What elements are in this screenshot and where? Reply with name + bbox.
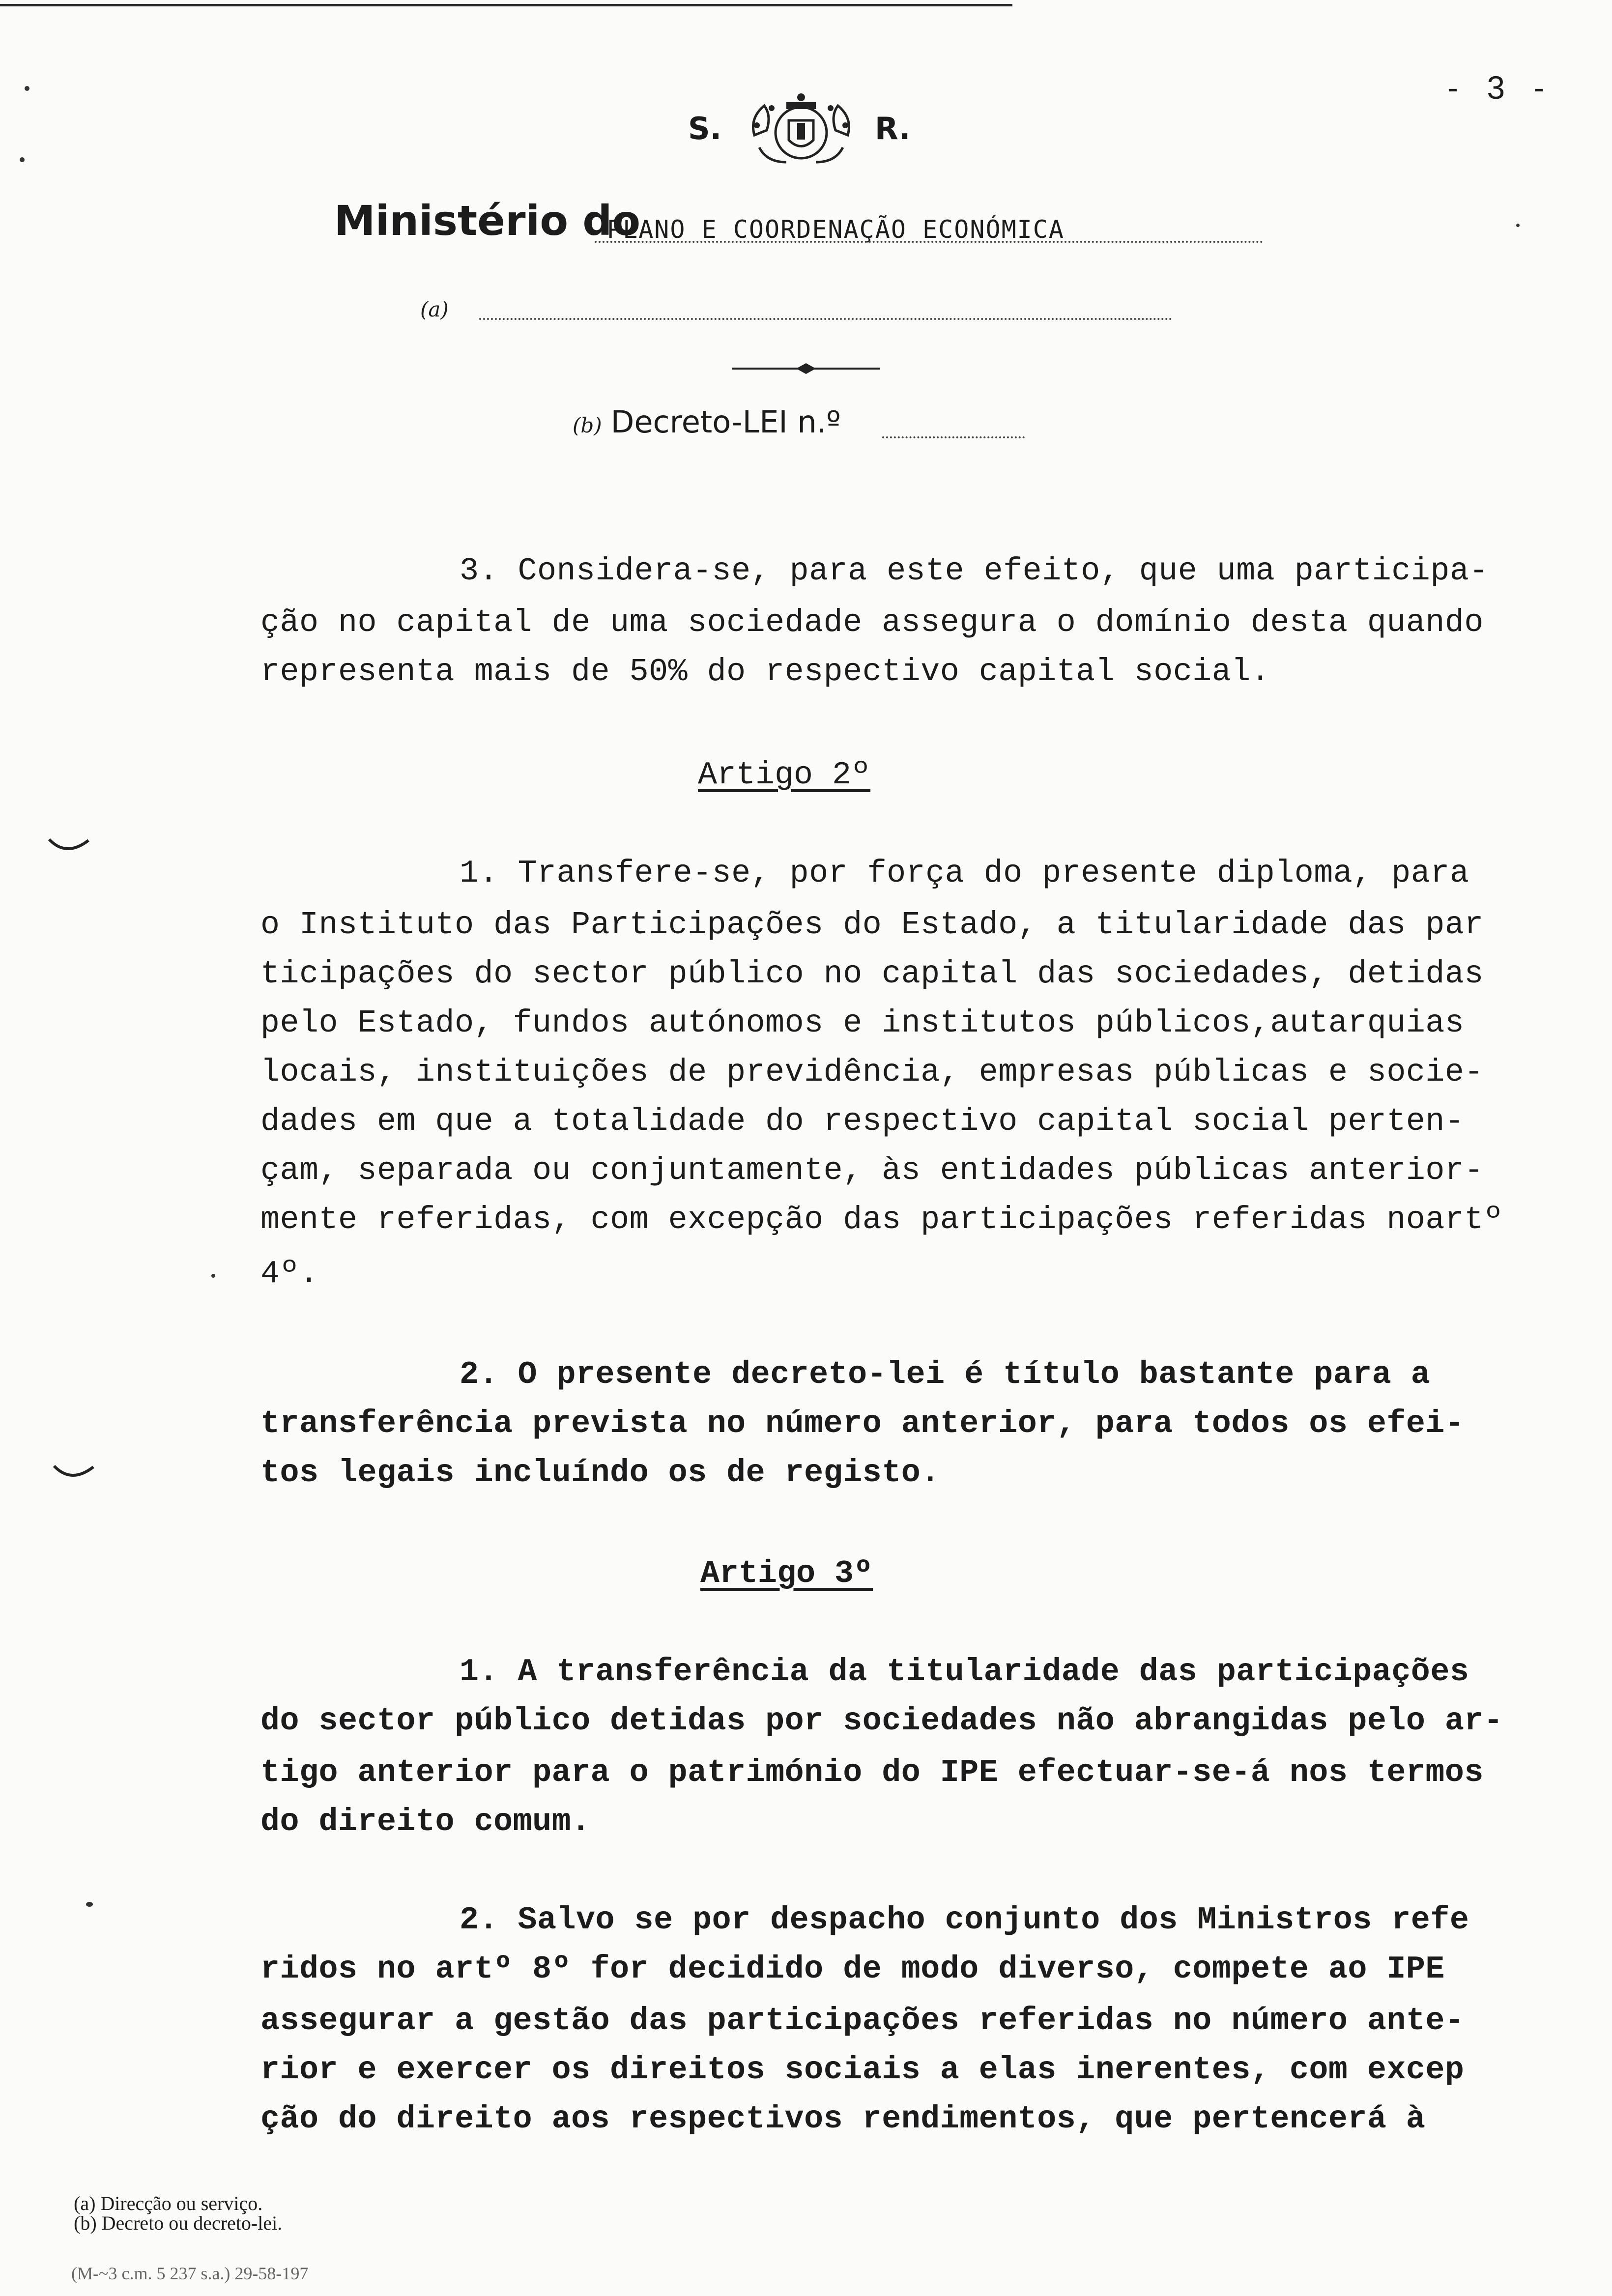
direction-leader-line [479, 318, 1172, 320]
coat-of-arms-icon [737, 88, 865, 174]
text-line: ticipações do sector público no capital das sociedades, detidas [260, 956, 1484, 992]
decree-letter: (b) [573, 413, 602, 437]
text-line: tigo anterior para o património do IPE efectuar-se-á nos termos [260, 1754, 1484, 1791]
scan-speck [20, 157, 25, 162]
decree-leader-line [882, 436, 1025, 438]
sr-left-letter: S. [688, 111, 722, 146]
footnote-a: (a) Direcção ou serviço. [74, 2192, 263, 2214]
scan-speck [25, 86, 29, 91]
decree-text: Decreto-LEI n.º [610, 404, 841, 440]
margin-mark-icon [52, 1462, 96, 1489]
text-line: mente referidas, com excepção das participações referidas noartº [260, 1202, 1503, 1238]
direction-label: (a) [420, 297, 449, 321]
page-number: - 3 - [1447, 69, 1554, 106]
text-line: çam, separada ou conjuntamente, às entidades públicas anterior- [260, 1152, 1484, 1189]
text-line: assegurar a gestão das participações referidas no número ante- [260, 2003, 1465, 2039]
text-line: locais, instituições de previdência, empresas públicas e socie- [260, 1054, 1484, 1091]
scan-speck [1516, 224, 1520, 227]
form-code: (M-~3 c.m. 5 237 s.a.) 29-58-197 [71, 2264, 309, 2283]
text-line: transferência prevista no número anterior, para todos os efei- [260, 1406, 1465, 1442]
text-line: representa mais de 50% do respectivo capital social. [260, 654, 1270, 690]
text-line: 2. Salvo se por despacho conjunto dos Ministros refe [460, 1902, 1469, 1938]
text-line: ção do direito aos respectivos rendimentos, que pertencerá à [260, 2101, 1426, 2137]
top-rule [0, 4, 1012, 6]
text-line: dades em que a totalidade do respectivo capital social perten- [260, 1103, 1465, 1140]
decree-heading [573, 404, 841, 440]
sr-right-letter: R. [875, 111, 911, 146]
scan-speck [211, 1274, 215, 1278]
scan-speck [86, 1902, 93, 1907]
text-line: pelo Estado, fundos autónomos e institutos públicos,autarquias [260, 1005, 1465, 1041]
ornamental-divider [732, 361, 880, 378]
text-line: do sector público detidas por sociedades não abrangidas pelo ar- [260, 1703, 1503, 1739]
article-2-heading: Artigo 2º [698, 757, 871, 793]
text-line: do direito comum. [260, 1804, 591, 1840]
text-line: o Instituto das Participações do Estado, a titularidade das par [260, 907, 1484, 943]
text-line: 1. Transfere-se, por força do presente diploma, para [460, 855, 1469, 891]
text-line: ção no capital de uma sociedade assegura o domínio desta quando [260, 604, 1484, 641]
ministry-prefix: Ministério do [334, 197, 641, 245]
text-line: 3. Considera-se, para este efeito, que uma participa- [460, 553, 1489, 589]
text-line: 1. A transferência da titularidade das participações [460, 1654, 1469, 1690]
text-line: rior e exercer os direitos sociais a elas inerentes, com excep [260, 2052, 1465, 2088]
text-line: ridos no artº 8º for decidido de modo diverso, compete ao IPE [260, 1951, 1445, 1987]
article-3-heading: Artigo 3º [700, 1555, 873, 1592]
text-line: 4º. [260, 1256, 319, 1292]
ministry-leader-line [595, 241, 1263, 243]
ministry-name: PLANO E COORDENAÇÃO ECONÓMICA [607, 215, 1065, 244]
text-line: 2. O presente decreto-lei é título bastante para a [460, 1356, 1431, 1393]
footnote-b: (b) Decreto ou decreto-lei. [74, 2212, 283, 2234]
text-line: tos legais incluíndo os de registo. [260, 1455, 940, 1491]
margin-mark-icon [47, 835, 91, 862]
